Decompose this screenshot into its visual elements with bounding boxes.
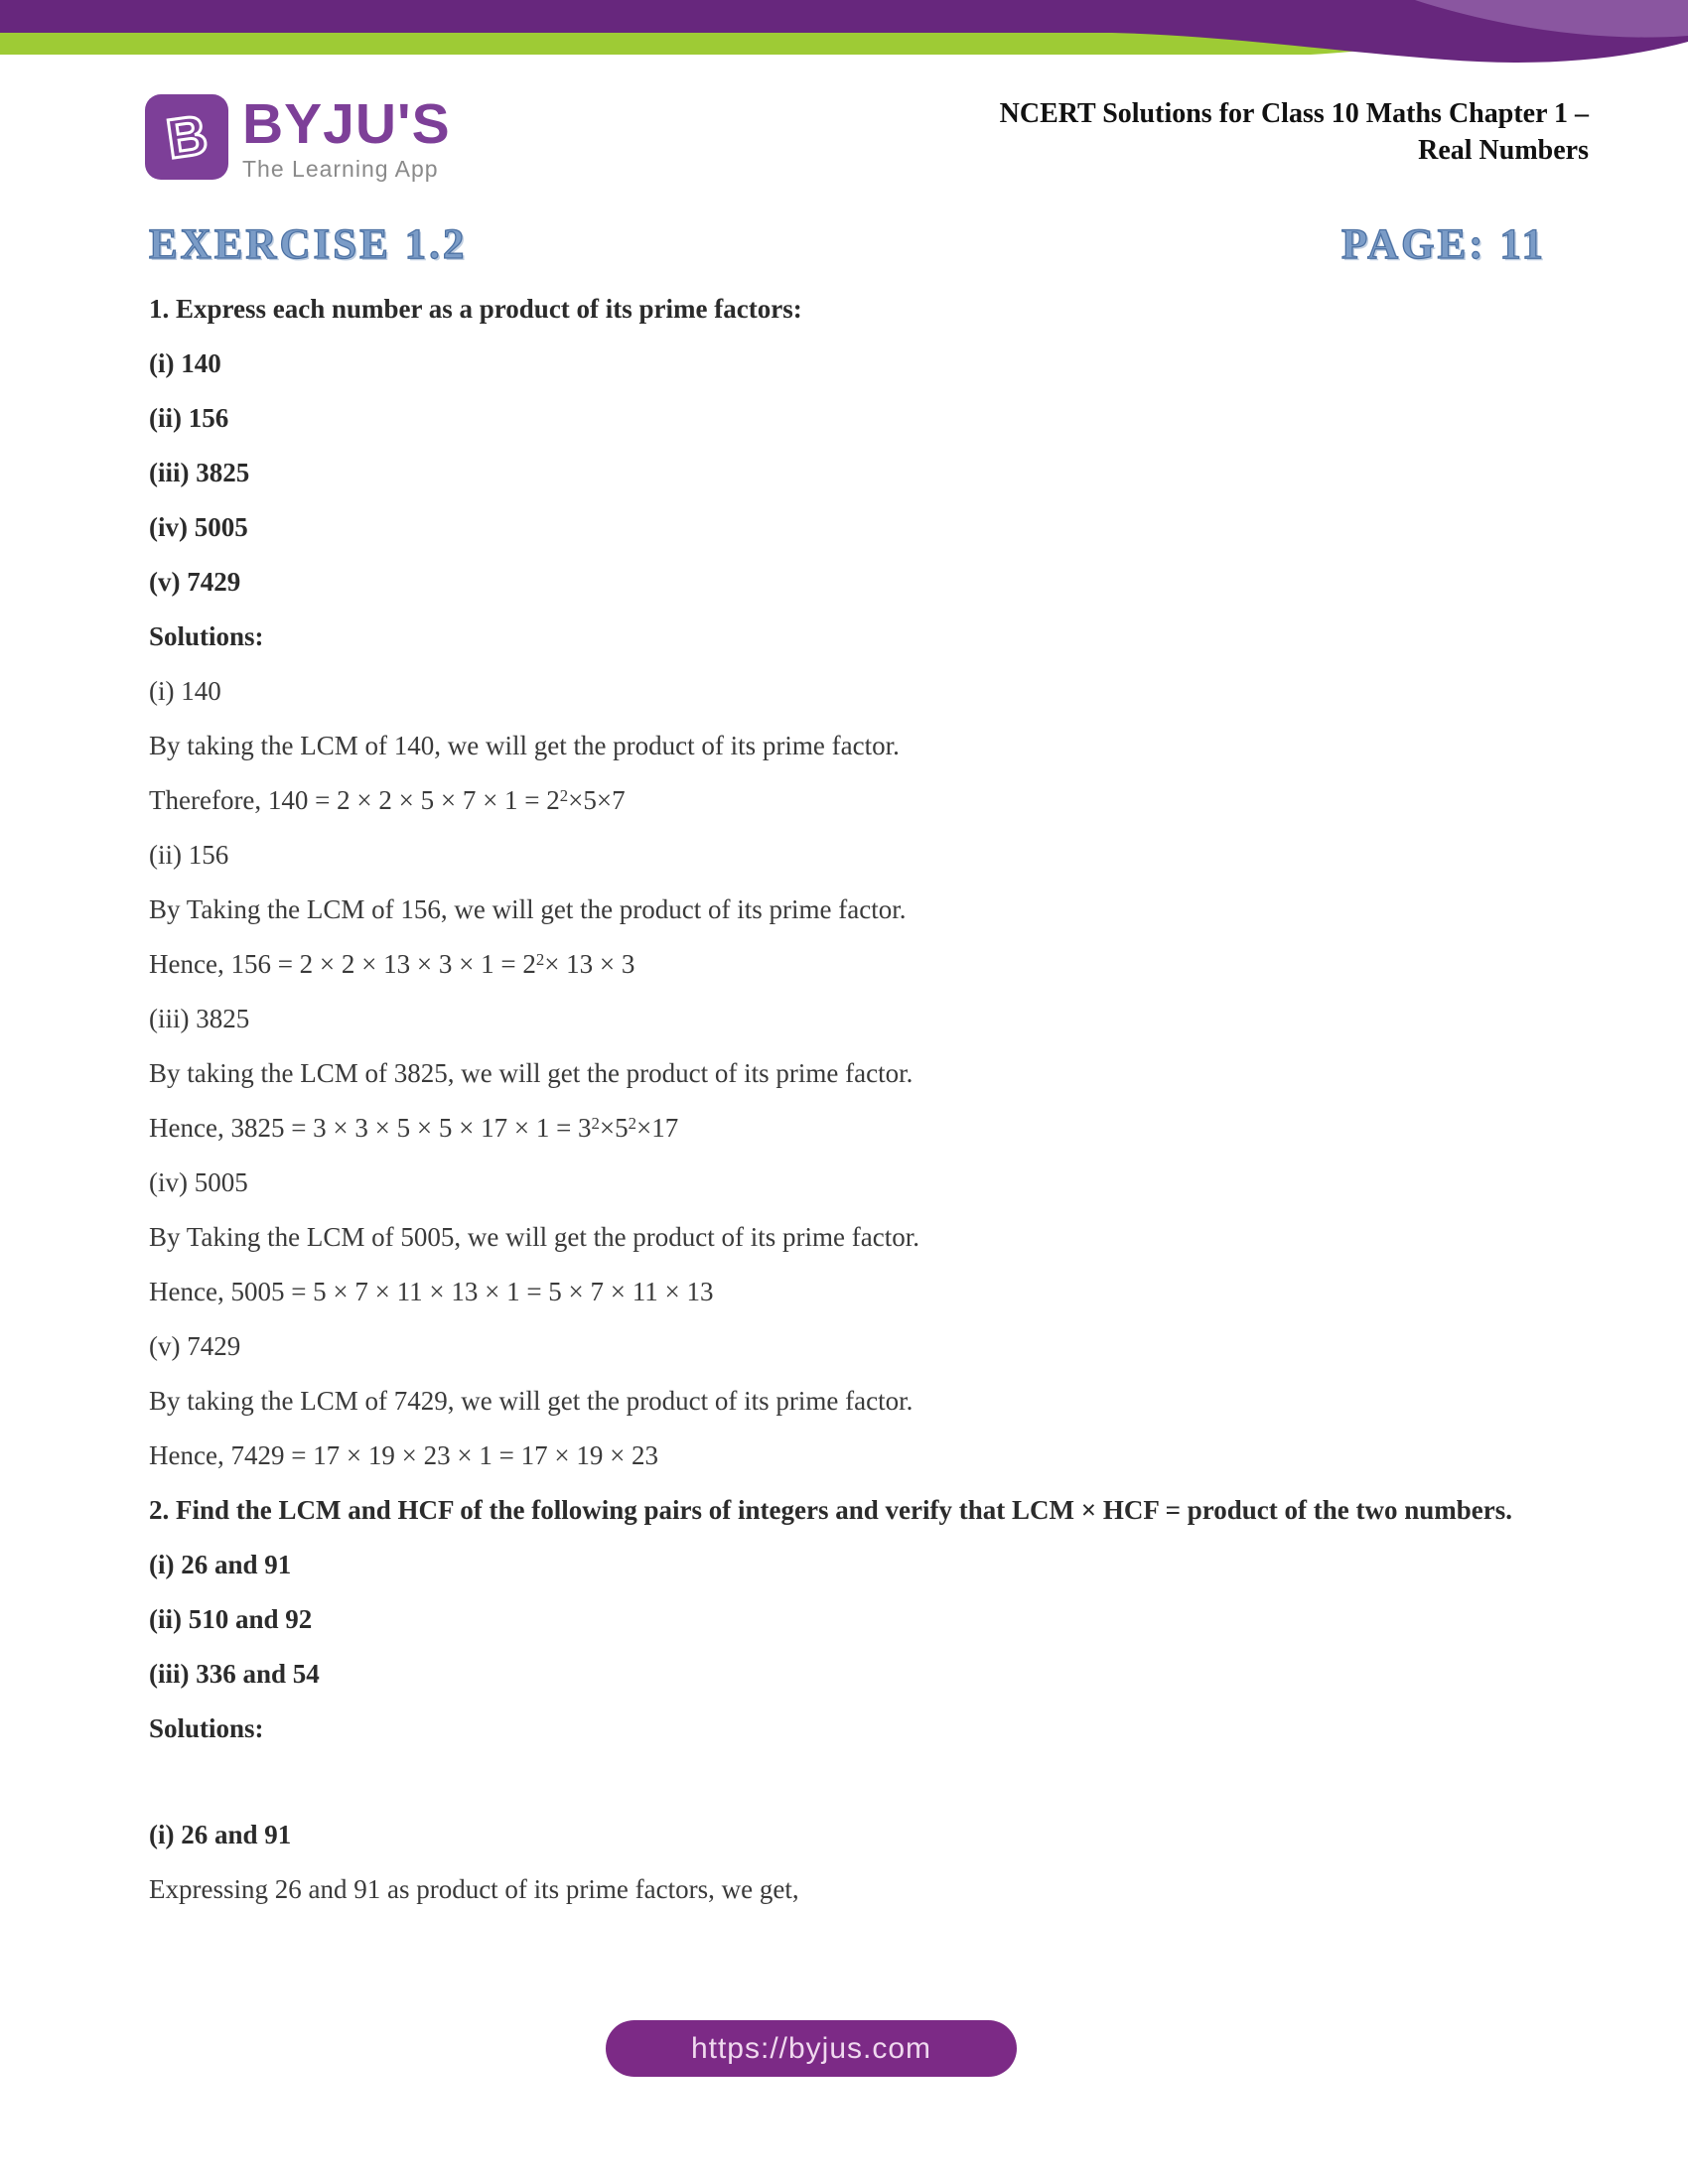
question-paragraph: Solutions: xyxy=(149,1713,264,1743)
byjus-logo-brand: BYJU'S xyxy=(242,92,451,156)
solution-paragraph: By taking the LCM of 7429, we will get the product of its prime factor. xyxy=(149,1386,914,1416)
solution-paragraph: By Taking the LCM of 5005, we will get the product of its prime factor. xyxy=(149,1222,919,1252)
solution-paragraph: Therefore, $140 = 2 \times 2 \times 5 \times 7 \times 1 = 2^2\times 5\times 7$ xyxy=(149,785,626,815)
solution-paragraph: Hence, $3825 = 3 \times 3 \times 5 \times 5 \times 17 \times 1 = 3^2\times 5^2\times 17$ xyxy=(149,1113,679,1143)
solution-paragraph: By taking the LCM of 140, we will get the product of its prime factor. xyxy=(149,731,900,760)
solution-paragraph: Hence, $156 = 2 \times 2 \times 13 \times 3 \times 1 = 2^2\times 13 \times 3$ xyxy=(149,949,635,979)
solution-paragraph: By taking the LCM of 3825, we will get the product of its prime factor. xyxy=(149,1058,914,1088)
document-title xyxy=(1000,95,1589,169)
question-paragraph: (ii) 156 xyxy=(149,403,229,433)
question-paragraph: 1. Express each number as a product of its prime factors: xyxy=(149,294,802,324)
paragraph-spacer xyxy=(149,1766,1539,1818)
byjus-logo-tagline: The Learning App xyxy=(242,156,439,182)
solution-paragraph: (ii) 156 xyxy=(149,840,229,870)
solution-paragraph: (i) 140 xyxy=(149,676,221,706)
document-title-line2: Real Numbers xyxy=(1418,135,1589,166)
question-paragraph: (iv) 5005 xyxy=(149,512,248,542)
content xyxy=(149,292,1539,1927)
exercise-heading: EXERCISE 1.2 xyxy=(149,221,468,268)
question-paragraph: (i) 26 and 91 xyxy=(149,1550,292,1579)
solution-paragraph: Expressing 26 and 91 as product of its prime factors, we get, xyxy=(149,1874,799,1904)
solution-paragraph: Hence, 5005 = 5 × 7 × 11 × 13 × 1 = 5 × 7 × 11 × 13 xyxy=(149,1277,714,1306)
solution-paragraph: Hence, 7429 = 17 × 19 × 23 × 1 = 17 × 19 × 23 xyxy=(149,1440,659,1470)
solution-paragraph: By Taking the LCM of 156, we will get the product of its prime factor. xyxy=(149,894,907,924)
solution-paragraph: (iii) 3825 xyxy=(149,1004,250,1033)
question-paragraph: (iii) 336 and 54 xyxy=(149,1659,320,1689)
page-number-heading: PAGE: 11 xyxy=(1341,221,1546,268)
footer-url-label: https://byjus.com xyxy=(690,2031,932,2065)
question-paragraph: (iii) 3825 xyxy=(149,458,250,487)
solution-paragraph: (iv) 5005 xyxy=(149,1167,248,1197)
question-paragraph: Solutions: xyxy=(149,621,264,651)
question-paragraph: 2. Find the LCM and HCF of the following pairs of integers and verify that LCM × HCF = product of the two numbers. xyxy=(149,1495,1512,1525)
headings-row xyxy=(149,220,1546,269)
solution-paragraph: (v) 7429 xyxy=(149,1331,241,1361)
question-paragraph: (v) 7429 xyxy=(149,567,241,597)
question-paragraph: (i) 26 and 91 xyxy=(149,1820,292,1849)
byjus-logo-b-icon: B xyxy=(162,102,211,171)
question-paragraph: (i) 140 xyxy=(149,348,221,378)
question-paragraph: (ii) 510 and 92 xyxy=(149,1604,313,1634)
byjus-logo xyxy=(145,94,451,183)
byjus-logo-badge xyxy=(145,94,228,180)
footer-url-button[interactable] xyxy=(606,2020,1017,2077)
document-title-line1: NCERT Solutions for Class 10 Maths Chapter 1 – xyxy=(999,98,1589,129)
